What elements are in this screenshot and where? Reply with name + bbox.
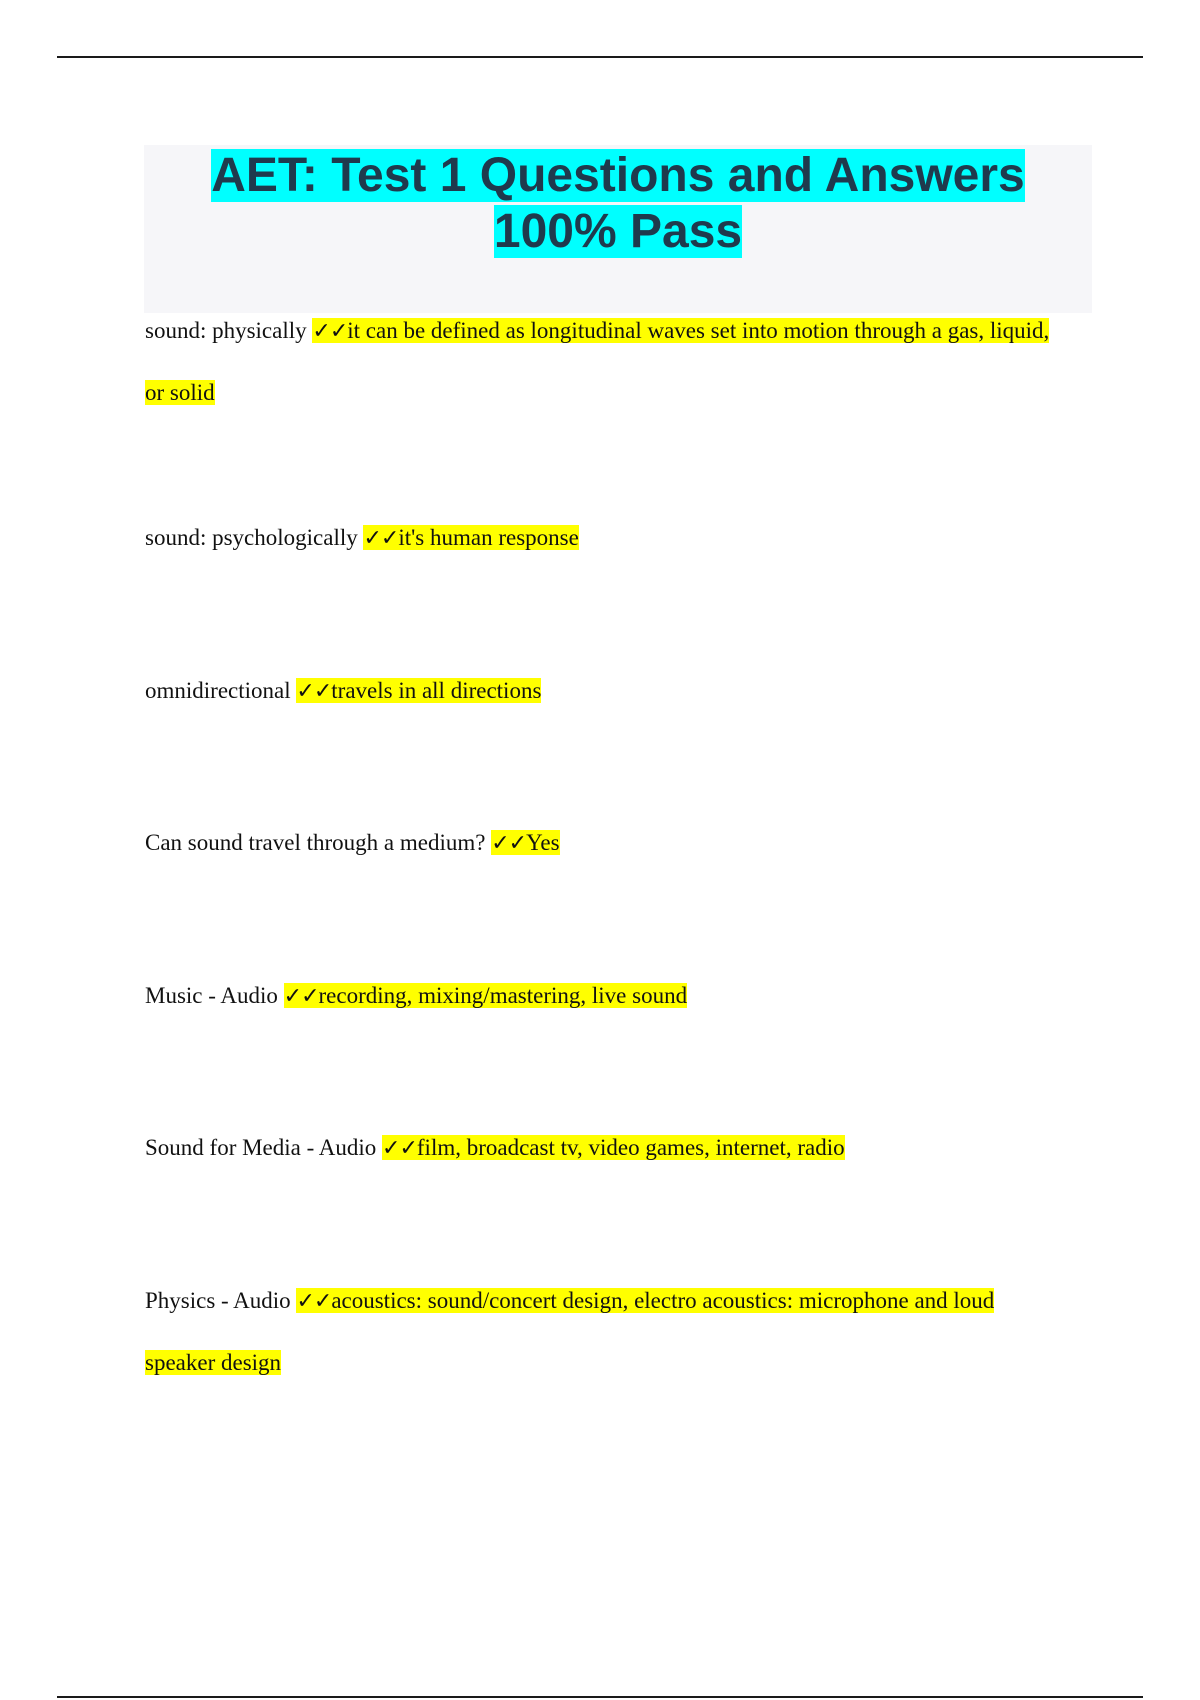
qa-term: Can sound travel through a medium? <box>145 830 486 855</box>
qa-item <box>145 1117 1065 1179</box>
qa-answer-text: recording, mixing/mastering, live sound <box>318 983 688 1008</box>
qa-item <box>145 1270 1065 1393</box>
double-check-icon: ✓✓ <box>491 831 527 856</box>
qa-term: Physics - Audio <box>145 1288 291 1313</box>
qa-term: sound: physically <box>145 318 307 343</box>
document-title <box>211 149 1025 258</box>
double-check-icon: ✓✓ <box>363 526 399 551</box>
qa-term: omnidirectional <box>145 678 291 703</box>
qa-item <box>145 812 1065 874</box>
qa-answer-text: it can be defined as longitudinal waves set into motion through a gas, liquid, or solid <box>145 318 1050 405</box>
double-check-icon: ✓✓ <box>382 1136 417 1161</box>
qa-term: sound: psychologically <box>145 525 358 550</box>
title-line-1: AET: Test 1 Questions and Answers <box>211 149 1025 202</box>
qa-answer-text: it's human response <box>398 525 579 550</box>
title-line-2: 100% Pass <box>493 205 743 258</box>
title-block <box>144 145 1092 313</box>
header-rule <box>57 56 1143 58</box>
qa-item <box>145 660 1065 722</box>
footer-rule <box>57 1696 1143 1698</box>
qa-item <box>145 965 1065 1027</box>
double-check-icon: ✓✓ <box>296 679 332 704</box>
qa-answer <box>363 525 578 550</box>
qa-answer <box>296 678 541 703</box>
qa-answer-text: Yes <box>526 830 560 855</box>
qa-answer <box>382 1135 845 1160</box>
qa-answer <box>491 830 559 855</box>
qa-term: Sound for Media - Audio <box>145 1135 377 1160</box>
double-check-icon: ✓✓ <box>312 319 348 344</box>
double-check-icon: ✓✓ <box>296 1289 332 1314</box>
qa-term: Music - Audio <box>145 983 278 1008</box>
qa-item <box>145 300 1065 423</box>
qa-item <box>145 507 1065 569</box>
qa-answer-text: film, broadcast tv, video games, internet, radio <box>416 1135 845 1160</box>
qa-answer-text: acoustics: sound/concert design, electro acoustics: microphone and loud speaker design <box>145 1288 995 1375</box>
double-check-icon: ✓✓ <box>283 984 319 1009</box>
qa-answer <box>284 983 687 1008</box>
qa-answer-text: travels in all directions <box>331 678 542 703</box>
